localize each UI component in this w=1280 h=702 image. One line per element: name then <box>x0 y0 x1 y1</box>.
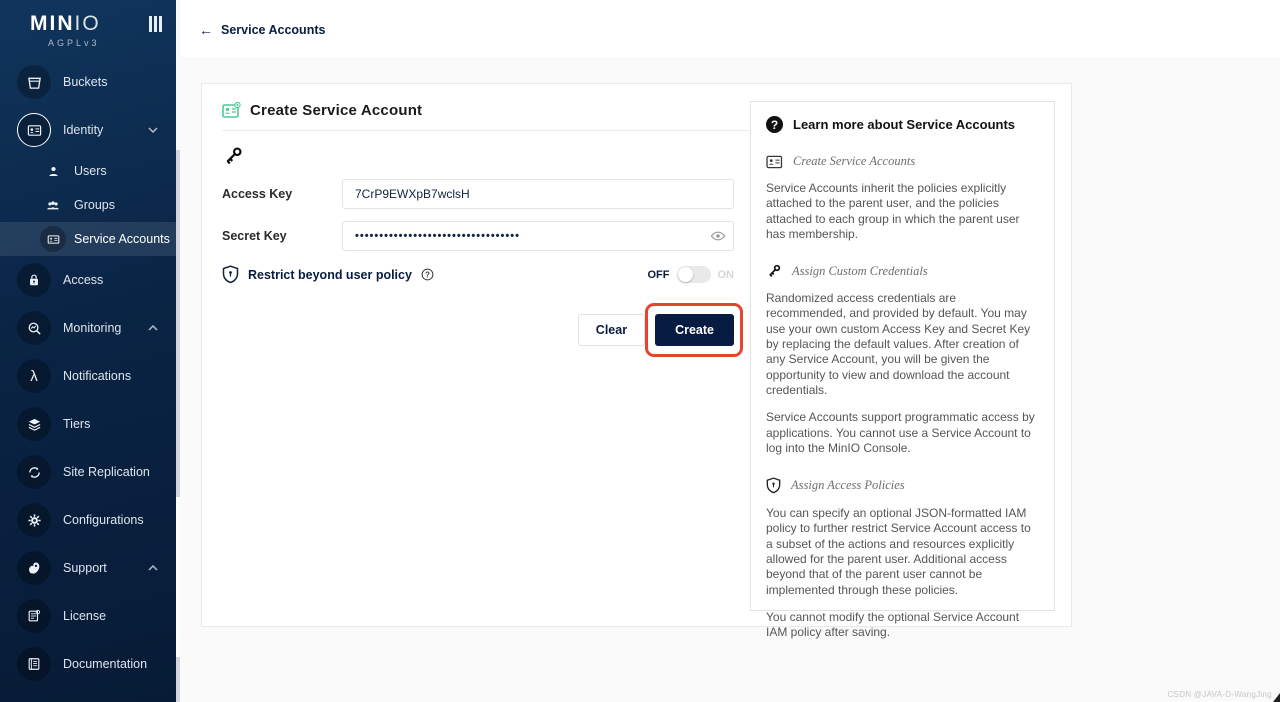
toggle-knob <box>678 267 693 282</box>
mouse-cursor <box>1273 693 1280 702</box>
sidebar-item-support[interactable]: Support <box>0 544 176 592</box>
logo-block <box>0 0 176 58</box>
key-icon <box>766 263 782 279</box>
create-service-account-icon <box>222 102 241 119</box>
access-key-label: Access Key <box>222 187 293 201</box>
lock-icon <box>17 263 51 297</box>
help-paragraph: Service Accounts support programmatic access by applications. You cannot use a Service Account to log into the MinIO Console. <box>766 410 1035 455</box>
question-circle-icon: ? <box>766 116 783 133</box>
svg-text:?: ? <box>425 270 430 280</box>
create-button[interactable]: Create <box>655 314 734 346</box>
credentials-form <box>222 145 734 346</box>
tiers-icon <box>17 407 51 441</box>
chevron-up-icon <box>148 565 158 571</box>
help-paragraph: You can specify an optional JSON-formatted IAM policy to further restrict Service Account access to a subset of the actions and resources explicitly allowed for the parent user. Additional access beyond that of the parent user cannot be implemented through these policies. <box>766 506 1031 597</box>
access-key-input[interactable] <box>342 179 734 209</box>
shield-icon <box>222 265 239 284</box>
service-account-icon <box>40 226 66 252</box>
sidebar-collapse-icon[interactable] <box>149 16 162 32</box>
sidebar-item-access[interactable]: Access <box>0 256 176 304</box>
help-info-icon[interactable] <box>421 268 434 281</box>
create-service-account-card <box>201 83 1072 640</box>
restrict-policy-row <box>222 265 734 284</box>
monitoring-icon <box>17 311 51 345</box>
sidebar-item-groups[interactable]: Groups <box>0 188 176 222</box>
chevron-down-icon <box>148 127 158 133</box>
main-content <box>180 57 1280 702</box>
sidebar-item-monitoring[interactable]: Monitoring <box>0 304 176 352</box>
sidebar-item-configurations[interactable]: Configurations <box>0 496 176 544</box>
toggle-off-label: OFF <box>647 268 670 281</box>
secret-key-input[interactable] <box>342 221 734 251</box>
bucket-icon <box>17 65 51 99</box>
sidebar-item-license[interactable]: License <box>0 592 176 640</box>
shield-icon <box>766 477 781 494</box>
sidebar <box>0 0 176 702</box>
key-icon <box>222 145 734 169</box>
documentation-icon <box>17 647 51 681</box>
replication-icon <box>17 455 51 489</box>
gear-icon <box>17 503 51 537</box>
csdn-watermark: CSDN @JAVA-D-WangJing <box>1167 690 1272 699</box>
clear-button[interactable]: Clear <box>578 314 645 346</box>
sidebar-item-users[interactable]: Users <box>0 154 176 188</box>
help-section-title: Assign Access Policies <box>791 478 905 493</box>
license-edition-label: AGPLv3 <box>48 38 100 48</box>
sidebar-item-notifications[interactable]: λ Notifications <box>0 352 176 400</box>
license-icon <box>17 599 51 633</box>
topbar <box>180 0 1280 57</box>
help-panel-title: Learn more about Service Accounts <box>793 117 1016 132</box>
sidebar-item-site-replication[interactable]: Site Replication <box>0 448 176 496</box>
back-arrow-icon: ← <box>199 22 213 38</box>
sidebar-item-tiers[interactable]: Tiers <box>0 400 176 448</box>
secret-key-label: Secret Key <box>222 229 287 243</box>
help-paragraph: You cannot modify the optional Service Account IAM policy after saving. <box>766 609 1020 640</box>
toggle-on-label: ON <box>717 268 734 281</box>
id-card-icon <box>766 155 783 169</box>
restrict-policy-toggle-group <box>648 266 735 283</box>
back-to-service-accounts-link[interactable] <box>199 22 325 38</box>
breadcrumb-label: Service Accounts <box>221 23 326 37</box>
page-title: Create Service Account <box>250 102 423 119</box>
minio-logo: MINIO <box>30 12 101 35</box>
chevron-up-icon <box>148 325 158 331</box>
restrict-policy-toggle[interactable] <box>677 266 711 283</box>
sidebar-item-service-accounts[interactable]: Service Accounts <box>0 222 176 256</box>
sidebar-item-documentation[interactable]: Documentation <box>0 640 176 688</box>
id-card-icon <box>17 113 51 147</box>
support-icon <box>17 551 51 585</box>
sidebar-item-buckets[interactable]: Buckets <box>0 58 176 106</box>
lambda-icon: λ <box>17 359 51 393</box>
help-panel <box>750 101 1055 640</box>
users-icon <box>40 199 66 212</box>
restrict-policy-label: Restrict beyond user policy <box>248 267 412 282</box>
help-paragraph: Service Accounts inherit the policies explicitly attached to the parent user, and the policies attached to each group in which the parent user has membership. <box>766 181 1020 241</box>
sidebar-item-identity[interactable]: Identity <box>0 106 176 154</box>
help-section-title: Create Service Accounts <box>793 154 916 168</box>
help-paragraph: Randomized access credentials are recommended, and provided by default. You may use your own custom Access Key and Secret Key by replacing the default values. After creation of any Service Account, you will be given the opportunity to view and download the account credentials. <box>766 291 1031 397</box>
show-secret-eye-icon[interactable] <box>710 228 726 244</box>
help-section-title: Assign Custom Credentials <box>792 263 928 278</box>
user-icon <box>40 165 66 178</box>
